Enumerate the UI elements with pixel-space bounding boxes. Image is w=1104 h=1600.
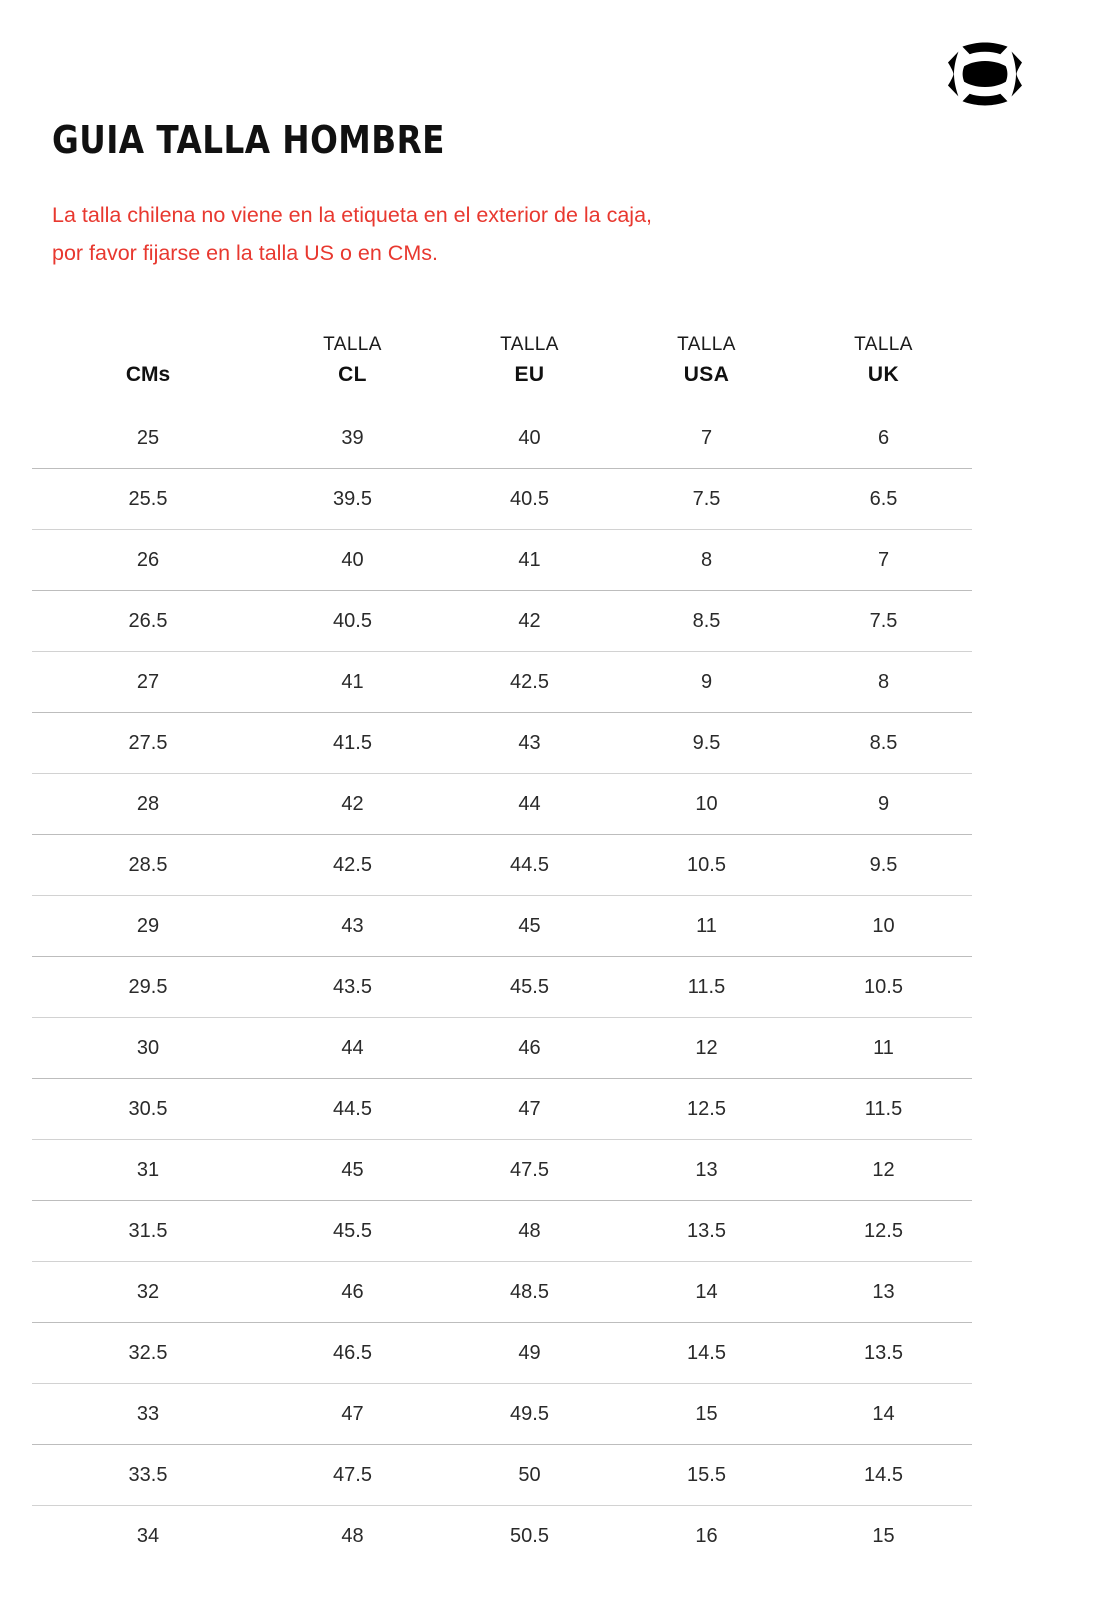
table-cell: 44	[441, 774, 618, 835]
table-cell: 13	[618, 1140, 795, 1201]
table-cell: 45	[264, 1140, 441, 1201]
table-cell: 40	[264, 530, 441, 591]
table-cell: 12	[795, 1140, 972, 1201]
size-table-container	[32, 330, 972, 1566]
table-cell: 14.5	[795, 1445, 972, 1506]
table-cell: 30.5	[32, 1079, 264, 1140]
table-row	[32, 1201, 972, 1262]
table-cell: 13.5	[618, 1201, 795, 1262]
table-row	[32, 1323, 972, 1384]
table-cell: 9	[618, 652, 795, 713]
table-cell: 9.5	[618, 713, 795, 774]
table-cell: 9.5	[795, 835, 972, 896]
table-cell: 42	[441, 591, 618, 652]
table-header-row	[32, 330, 972, 408]
table-header	[32, 330, 972, 408]
table-cell: 26.5	[32, 591, 264, 652]
table-cell: 15	[618, 1384, 795, 1445]
table-cell: 29	[32, 896, 264, 957]
note-line-1: La talla chilena no viene en la etiqueta en el exterior de la caja,	[52, 203, 653, 227]
table-row	[32, 1140, 972, 1201]
table-cell: 44.5	[441, 835, 618, 896]
column-header-cl-label: CL	[338, 363, 367, 386]
table-cell: 15	[872, 1524, 895, 1547]
table-row	[32, 835, 972, 896]
table-cell: 33.5	[32, 1445, 264, 1506]
table-cell: 41	[264, 652, 441, 713]
table-cell: 15.5	[618, 1445, 795, 1506]
table-cell: 10.5	[795, 957, 972, 1018]
table-row	[32, 896, 972, 957]
size-warning-note	[52, 196, 902, 272]
table-row	[32, 1445, 972, 1506]
column-header-cms	[32, 330, 264, 408]
column-header-cms-label: CMs	[125, 363, 171, 386]
table-cell: 48	[341, 1524, 364, 1547]
table-cell: 12	[618, 1018, 795, 1079]
table-row	[32, 774, 972, 835]
table-cell: 33	[32, 1384, 264, 1445]
table-cell: 14	[618, 1262, 795, 1323]
table-cell: 32	[32, 1262, 264, 1323]
table-cell: 12.5	[618, 1079, 795, 1140]
table-cell: 39.5	[264, 469, 441, 530]
table-cell: 8	[795, 652, 972, 713]
column-header-uk-label: UK	[867, 363, 900, 386]
column-header-usa-label: USA	[683, 363, 730, 386]
table-cell: 13.5	[795, 1323, 972, 1384]
table-cell: 11.5	[618, 957, 795, 1018]
table-cell: 40	[441, 408, 618, 469]
table-cell: 8.5	[618, 591, 795, 652]
table-cell: 26	[32, 530, 264, 591]
note-line-2: por favor fijarse en la talla US o en CMs.	[52, 241, 438, 265]
table-cell: 45	[441, 896, 618, 957]
table-row	[32, 1384, 972, 1445]
table-cell: 7.5	[618, 469, 795, 530]
table-cell: 32.5	[32, 1323, 264, 1384]
table-cell: 7	[795, 530, 972, 591]
table-cell: 29.5	[32, 957, 264, 1018]
table-cell: 27	[32, 652, 264, 713]
table-cell: 42.5	[264, 835, 441, 896]
table-cell: 41.5	[264, 713, 441, 774]
table-cell: 47	[264, 1384, 441, 1445]
table-cell: 47.5	[441, 1140, 618, 1201]
size-conversion-table	[32, 330, 972, 1566]
table-cell: 7	[618, 408, 795, 469]
table-cell: 8	[618, 530, 795, 591]
table-cell: 9	[795, 774, 972, 835]
table-cell: 31.5	[32, 1201, 264, 1262]
table-row	[32, 408, 972, 469]
table-cell: 11	[795, 1018, 972, 1079]
table-row	[32, 957, 972, 1018]
under-armour-logo	[924, 38, 1046, 110]
table-cell: 45.5	[264, 1201, 441, 1262]
table-cell: 43	[264, 896, 441, 957]
table-cell: 48	[441, 1201, 618, 1262]
table-cell: 40.5	[264, 591, 441, 652]
table-cell: 16	[695, 1524, 718, 1547]
table-cell: 45.5	[441, 957, 618, 1018]
table-cell: 7.5	[795, 591, 972, 652]
column-header-cl-top: TALLA	[323, 334, 382, 355]
table-cell: 40.5	[441, 469, 618, 530]
table-cell: 10	[795, 896, 972, 957]
table-cell: 50.5	[510, 1524, 549, 1547]
table-cell: 44.5	[264, 1079, 441, 1140]
table-cell: 11	[618, 896, 795, 957]
table-cell: 39	[264, 408, 441, 469]
column-header-cl	[264, 330, 441, 408]
table-row	[32, 1079, 972, 1140]
column-header-eu	[441, 330, 618, 408]
page-title: GUIA TALLA HOMBRE	[52, 118, 445, 162]
table-cell: 28.5	[32, 835, 264, 896]
table-cell: 14.5	[618, 1323, 795, 1384]
table-cell: 6.5	[795, 469, 972, 530]
column-header-uk	[795, 330, 972, 408]
table-cell: 28	[32, 774, 264, 835]
table-row	[32, 652, 972, 713]
table-cell: 27.5	[32, 713, 264, 774]
table-cell: 42.5	[441, 652, 618, 713]
table-cell: 6	[795, 408, 972, 469]
table-row	[32, 1262, 972, 1323]
column-header-eu-top: TALLA	[500, 334, 559, 355]
table-cell: 8.5	[795, 713, 972, 774]
column-header-eu-label: EU	[514, 363, 545, 386]
table-cell: 13	[795, 1262, 972, 1323]
table-cell: 43.5	[264, 957, 441, 1018]
table-cell: 47.5	[264, 1445, 441, 1506]
table-cell: 34	[136, 1524, 160, 1547]
table-cell: 25.5	[32, 469, 264, 530]
table-cell: 43	[441, 713, 618, 774]
table-row	[32, 1506, 972, 1567]
column-header-usa	[618, 330, 795, 408]
table-cell: 25	[32, 408, 264, 469]
table-cell: 44	[264, 1018, 441, 1079]
table-cell: 46	[441, 1018, 618, 1079]
table-cell: 30	[32, 1018, 264, 1079]
table-cell: 10	[618, 774, 795, 835]
table-cell: 49.5	[441, 1384, 618, 1445]
table-row	[32, 1018, 972, 1079]
table-row	[32, 469, 972, 530]
table-cell: 48.5	[441, 1262, 618, 1323]
table-row	[32, 591, 972, 652]
table-cell: 50	[441, 1445, 618, 1506]
table-cell: 46.5	[264, 1323, 441, 1384]
table-cell: 10.5	[618, 835, 795, 896]
table-cell: 46	[264, 1262, 441, 1323]
column-header-uk-top: TALLA	[854, 334, 913, 355]
table-cell: 11.5	[795, 1079, 972, 1140]
table-cell: 31	[32, 1140, 264, 1201]
table-cell: 14	[795, 1384, 972, 1445]
table-cell: 49	[441, 1323, 618, 1384]
table-cell: 42	[264, 774, 441, 835]
table-body	[32, 408, 972, 1566]
table-cell: 47	[441, 1079, 618, 1140]
table-row	[32, 713, 972, 774]
column-header-usa-top: TALLA	[677, 334, 736, 355]
table-cell: 12.5	[795, 1201, 972, 1262]
table-cell: 41	[441, 530, 618, 591]
table-row	[32, 530, 972, 591]
